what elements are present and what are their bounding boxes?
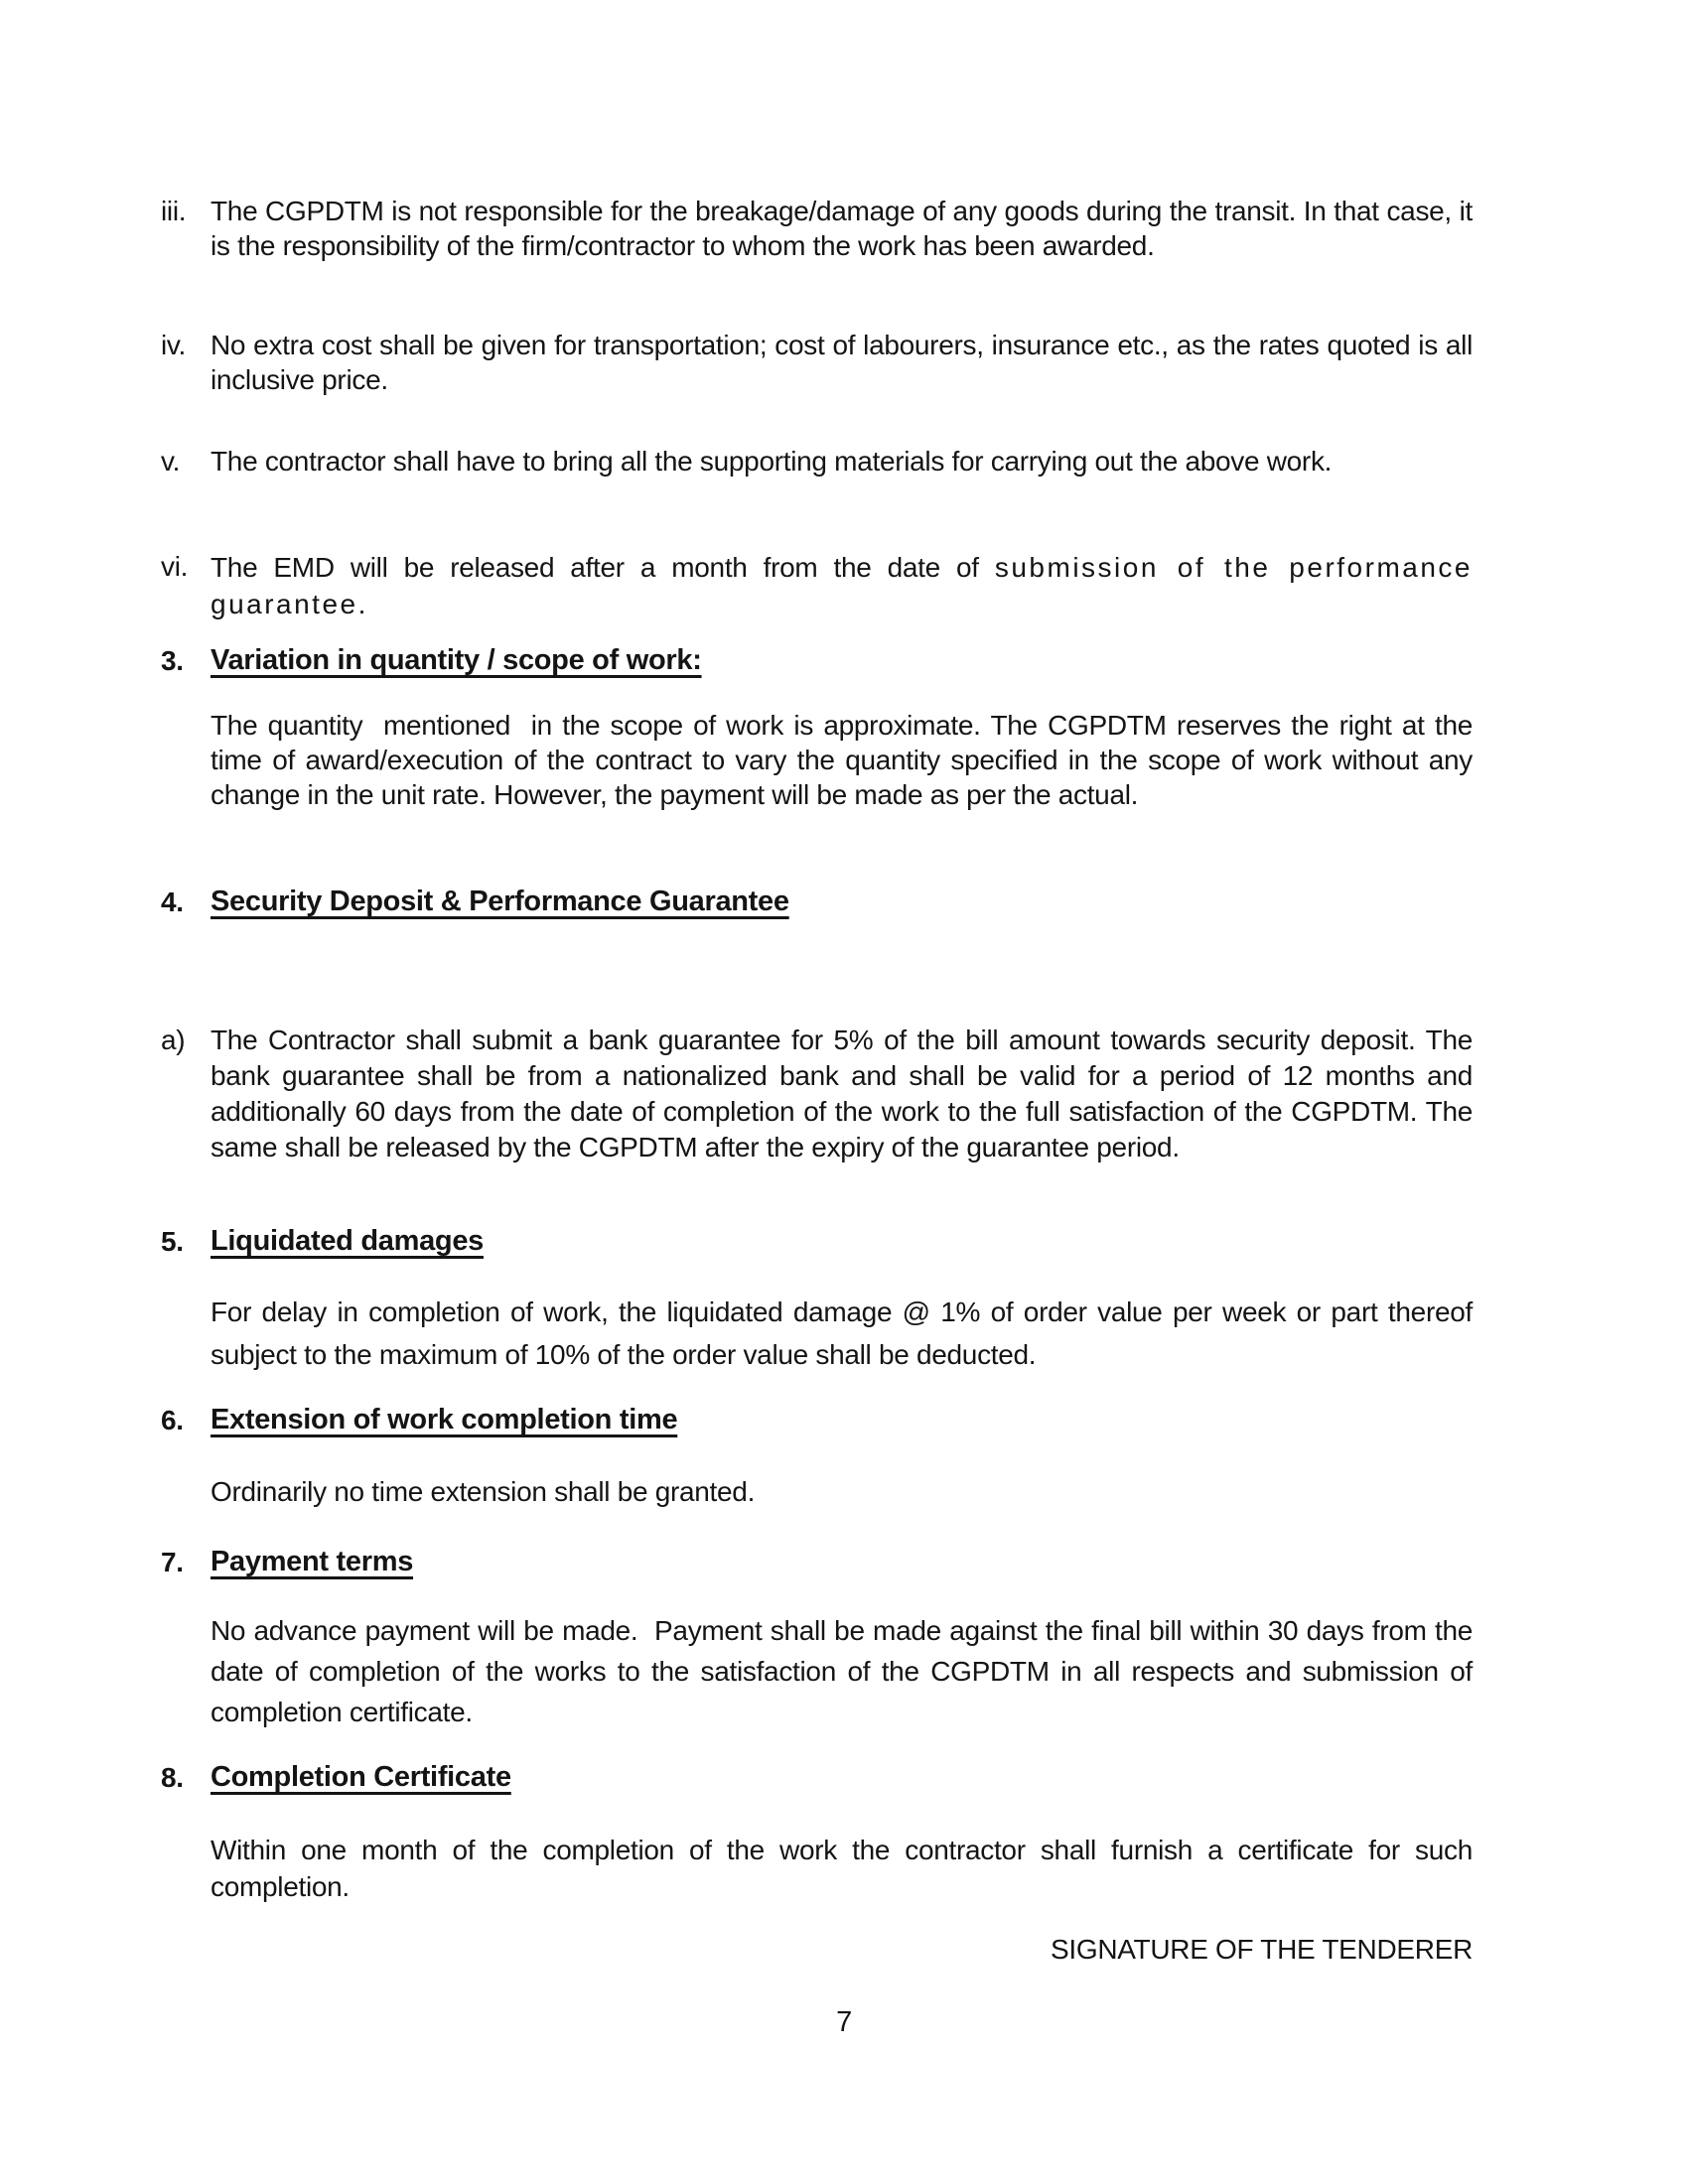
section-number: 3. — [161, 645, 184, 676]
text-segment: The EMD will be released after a month from the date of — [211, 552, 995, 583]
section-heading-7 — [161, 1545, 1473, 1579]
list-item-iv — [161, 328, 1473, 397]
paragraph-liquidated-damages — [161, 1291, 1473, 1376]
list-item-label: iii. — [161, 196, 187, 226]
section-title: Security Deposit & Performance Guarantee — [211, 886, 789, 917]
text-segment-expanded: submission of the performance guarantee. — [211, 552, 1473, 619]
section-heading-4 — [161, 885, 1473, 919]
section-heading-5 — [161, 1224, 1473, 1259]
paragraph-text: The quantity mentioned in the scope of work is approximate. The CGPDTM reserves the right at the time of award/execution of the contract to vary the quantity specified in the scope of work without any change in the unit rate. However, the payment will be made as per the actual. — [211, 710, 1473, 810]
paragraph-text: For delay in completion of work, the liquidated damage @ 1% of order value per week or part thereof subject to the maximum of 10% of the order value shall be deducted. — [211, 1297, 1473, 1370]
list-item-v — [161, 444, 1473, 479]
paragraph-completion-certificate — [161, 1832, 1473, 1905]
section-number: 8. — [161, 1762, 184, 1793]
section-title: Completion Certificate — [211, 1761, 511, 1793]
section-title: Payment terms — [211, 1546, 414, 1577]
section-heading-8 — [161, 1760, 1473, 1795]
list-item-label: iv. — [161, 330, 187, 360]
section-number: 6. — [161, 1405, 184, 1435]
page-number: 7 — [836, 2006, 852, 2038]
section-title: Extension of work completion time — [211, 1404, 678, 1435]
paragraph-extension — [161, 1474, 1473, 1509]
list-item-text: The Contractor shall submit a bank guarantee for 5% of the bill amount towards security deposit. The bank guarantee shall be from a nationalized bank and shall be valid for a period of 12 months and additionally 60 days from the date of completion of the work to the full satisfaction of the CGPDTM. The same shall be released by the CGPDTM after the expiry of the guarantee period. — [211, 1024, 1473, 1162]
list-item-a — [161, 1023, 1473, 1165]
list-item-label: a) — [161, 1024, 186, 1055]
paragraph-text: Ordinarily no time extension shall be granted. — [211, 1476, 756, 1507]
list-item-label: v. — [161, 446, 181, 477]
list-item-text: No extra cost shall be given for transportation; cost of labourers, insurance etc., as the rates quoted is all inclusive price. — [211, 330, 1473, 395]
paragraph-text: No advance payment will be made. Payment shall be made against the final bill within 30 days from the date of completion of the works to the satisfaction of the CGPDTM in all respects and submission of completion certificate. — [211, 1615, 1473, 1727]
document-content — [161, 0, 1473, 2184]
list-item-vi — [161, 549, 1473, 622]
section-title: Liquidated damages — [211, 1225, 484, 1257]
section-number: 4. — [161, 887, 184, 917]
paragraph-variation — [161, 708, 1473, 812]
signature-line: SIGNATURE OF THE TENDERER — [1051, 1934, 1473, 1965]
section-number: 5. — [161, 1226, 184, 1257]
list-item-text: The contractor shall have to bring all the supporting materials for carrying out the above work. — [211, 446, 1333, 477]
list-item-text: The CGPDTM is not responsible for the breakage/damage of any goods during the transit. In that case, it is the responsibility of the firm/contractor to whom the work has been awarded. — [211, 196, 1473, 261]
section-title: Variation in quantity / scope of work: — [211, 644, 702, 676]
list-item-text — [211, 549, 1473, 622]
section-heading-3 — [161, 643, 1473, 678]
paragraph-payment-terms — [161, 1610, 1473, 1732]
list-item-iii — [161, 194, 1473, 263]
paragraph-text: Within one month of the completion of the work the contractor shall furnish a certificate for such completion. — [211, 1835, 1473, 1902]
list-item-label: vi. — [161, 551, 189, 582]
section-number: 7. — [161, 1547, 184, 1577]
section-heading-6 — [161, 1403, 1473, 1437]
